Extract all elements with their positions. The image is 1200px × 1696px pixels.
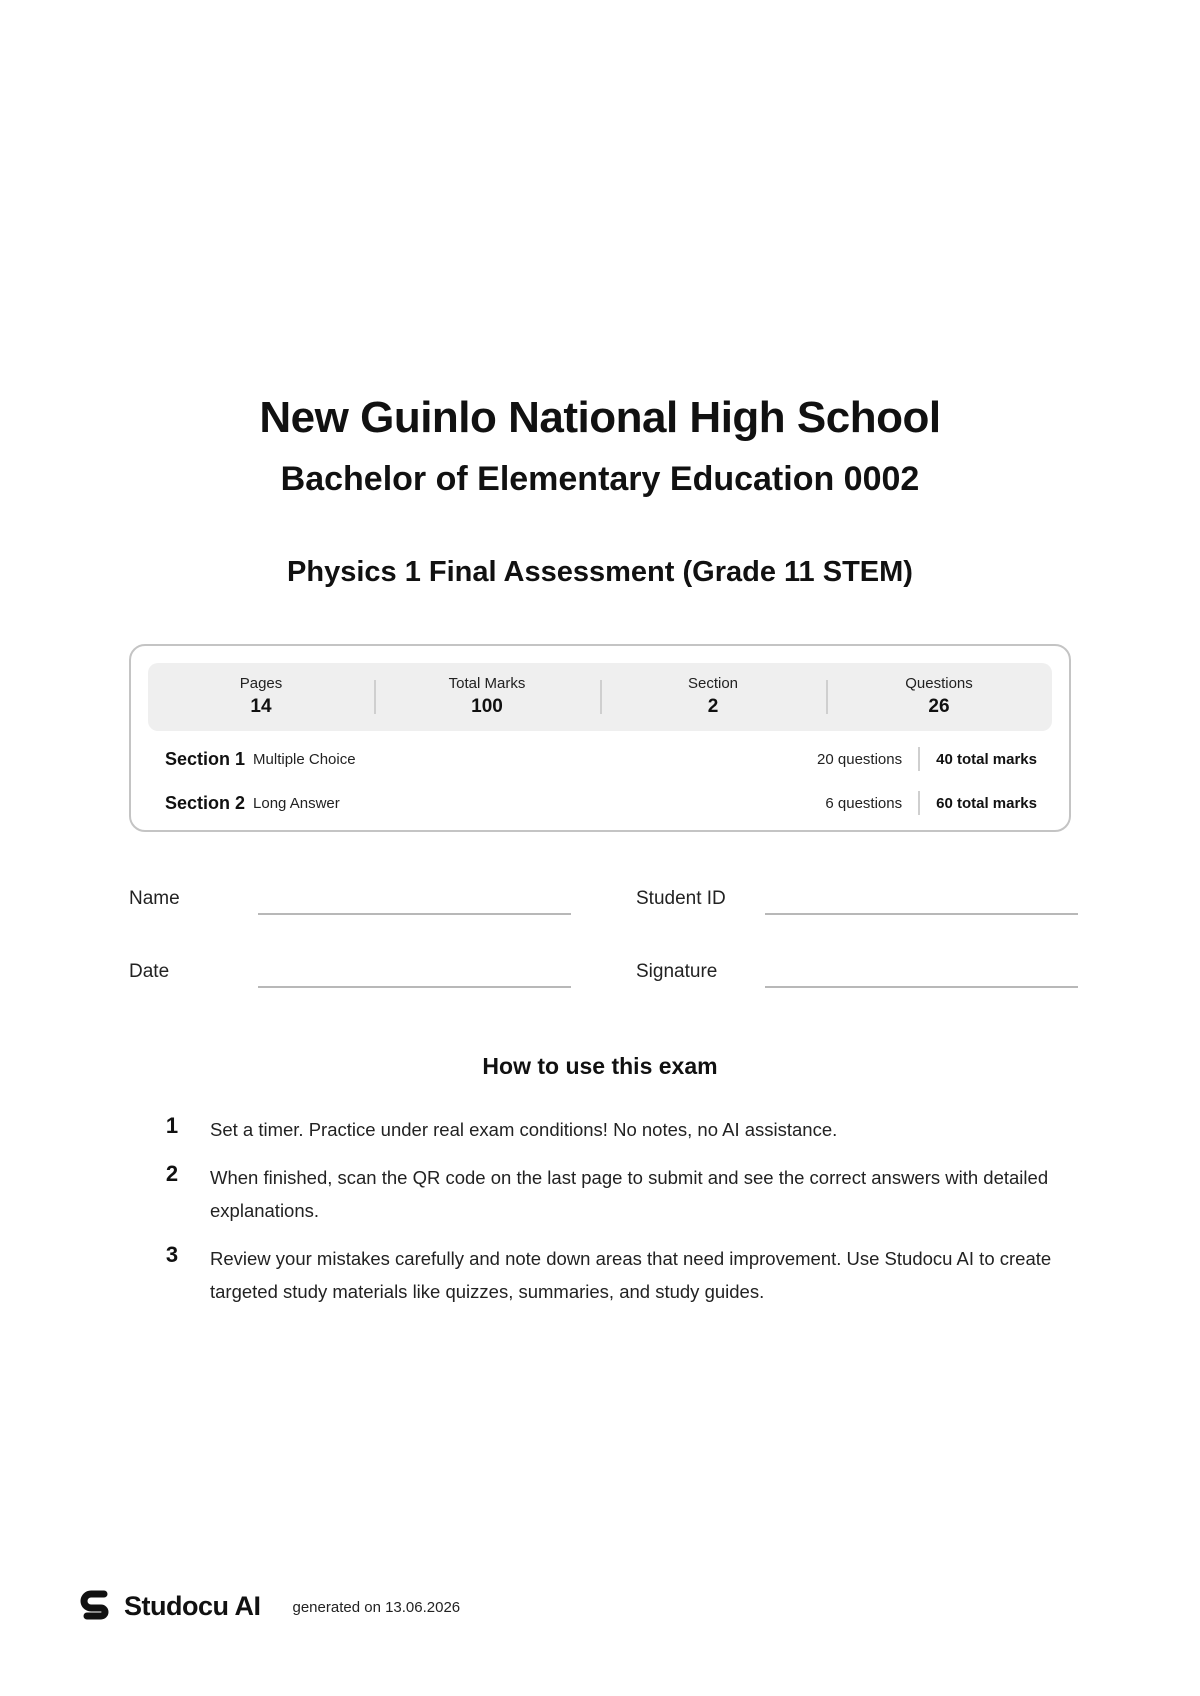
- stat-value: 2: [707, 696, 719, 717]
- signature-field[interactable]: [765, 986, 1078, 988]
- section-info: [817, 747, 1037, 771]
- section-title: Section 1: [165, 748, 246, 769]
- step-number: 1: [165, 1113, 179, 1138]
- stat-questions: [826, 663, 1052, 731]
- section-type: Long Answer: [253, 794, 340, 812]
- stat-section: [600, 663, 826, 731]
- exam-summary-box: [129, 644, 1071, 832]
- stat-label: Questions: [905, 675, 973, 692]
- school-name: New Guinlo National High School: [259, 393, 941, 442]
- program-name: Bachelor of Elementary Education 0002: [280, 460, 920, 498]
- brand-name: Studocu AI: [124, 1590, 261, 1621]
- stat-value: 100: [471, 696, 503, 717]
- section-row-2: [165, 790, 1037, 816]
- section-marks: 40 total marks: [936, 750, 1037, 768]
- step-text: Review your mistakes carefully and note down areas that need improvement. Use Studocu AI to create targeted study materials like quizzes, summaries, and study guides.: [210, 1248, 1052, 1302]
- stat-pages: [148, 663, 374, 731]
- date-label: Date: [129, 961, 170, 982]
- step-text: Set a timer. Practice under real exam conditions! No notes, no AI assistance.: [210, 1119, 838, 1140]
- generated-date: generated on 13.06.2026: [292, 1598, 461, 1616]
- student-id-field[interactable]: [765, 913, 1078, 915]
- date-field[interactable]: [258, 986, 571, 988]
- stat-label: Pages: [239, 675, 283, 692]
- section-question-count: 20 questions: [817, 750, 903, 768]
- section-question-count: 6 questions: [825, 794, 903, 812]
- stat-value: 14: [250, 696, 272, 717]
- stat-total-marks: [374, 663, 600, 731]
- section-marks: 60 total marks: [936, 794, 1037, 812]
- section-title: Section 2: [165, 792, 246, 813]
- stat-label: Total Marks: [448, 675, 526, 692]
- section-info: [825, 791, 1037, 815]
- studocu-logo-icon: [78, 1588, 114, 1624]
- instructions-title: How to use this exam: [482, 1053, 718, 1079]
- signature-label: Signature: [636, 961, 718, 982]
- step-number: 2: [165, 1161, 179, 1186]
- name-label: Name: [129, 888, 180, 909]
- section-row-1: [165, 746, 1037, 772]
- step-number: 3: [165, 1242, 179, 1267]
- footer: [78, 1586, 460, 1626]
- stat-label: Section: [687, 675, 739, 692]
- assessment-title: Physics 1 Final Assessment (Grade 11 STEM): [287, 556, 913, 588]
- step-text: When finished, scan the QR code on the last page to submit and see the correct answers with detailed explanations.: [210, 1167, 1049, 1221]
- section-type: Multiple Choice: [253, 750, 356, 768]
- student-id-label: Student ID: [636, 888, 726, 909]
- stat-value: 26: [928, 696, 950, 717]
- name-field[interactable]: [258, 913, 571, 915]
- stats-bar: [148, 663, 1052, 731]
